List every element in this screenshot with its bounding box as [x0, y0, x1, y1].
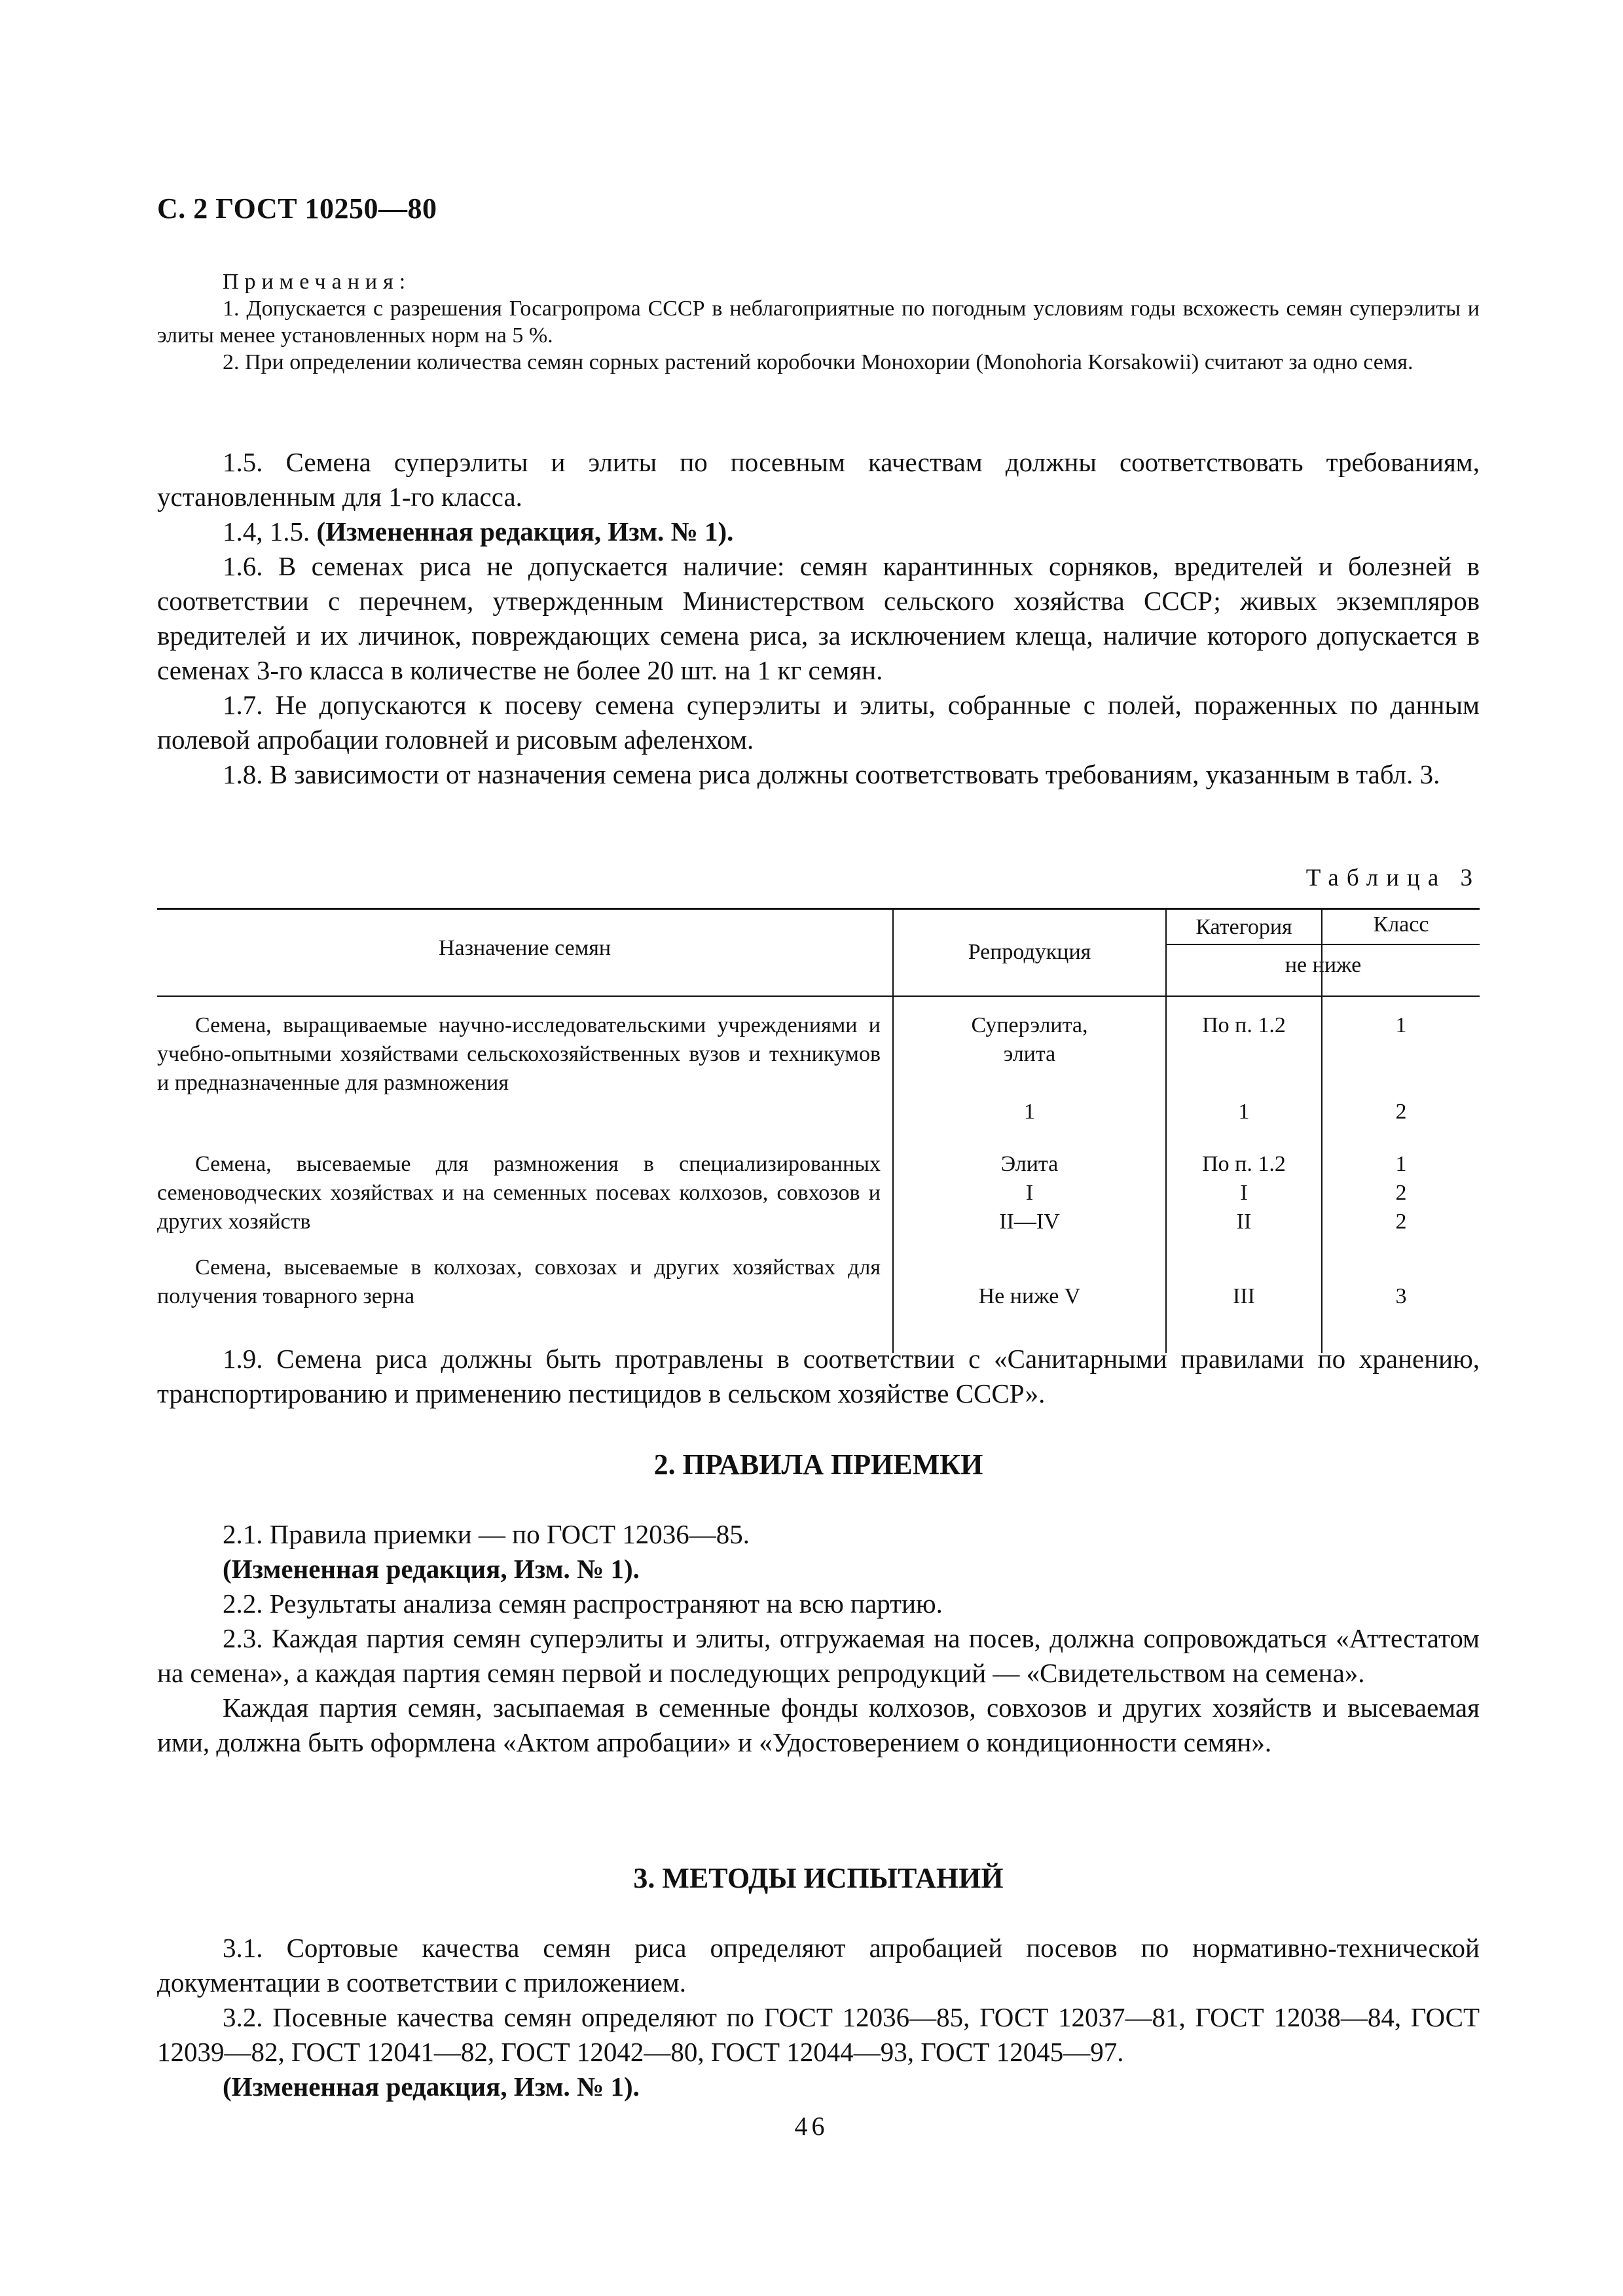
- clause-2-3-b: Каждая партия семян, засыпаемая в семенные фонды колхозов, совхозов и других хозяйств и высеваемая ими, должна быть оформлена «Актом апробации» и «Удостоверением о кондиционности семян».: [157, 1693, 1480, 1757]
- table-3: [157, 908, 1480, 1353]
- row-1-reproduction: [894, 1011, 1165, 1126]
- row-2-class-c: 2: [1395, 1210, 1407, 1234]
- row-1-class-a: 1: [1395, 1013, 1407, 1037]
- row-2-cat-c: II: [1236, 1210, 1252, 1234]
- section-2-body: [157, 1517, 1480, 1760]
- row-1-class-b: 2: [1395, 1100, 1407, 1124]
- row-1-repro-c: 1: [1024, 1100, 1035, 1124]
- notes-block: [157, 268, 1480, 376]
- clause-2-2: 2.2. Результаты анализа семян распространяют на всю партию.: [223, 1588, 943, 1619]
- row-2-repro-a: Элита: [1000, 1152, 1059, 1176]
- clause-1-8: 1.8. В зависимости от назначения семена риса должны соответствовать требованиям, указанным в табл. 3.: [223, 759, 1440, 789]
- spacer: [894, 1069, 1165, 1098]
- row-2-reproduction: [894, 1150, 1165, 1236]
- row-1-repro-b: элита: [1003, 1042, 1056, 1066]
- header-class: Класс: [1373, 912, 1429, 937]
- note-item: 2. При определении количества семян сорных растений коробочки Монохории (Monohoria Korsakowii) считают за одно семя.: [223, 350, 1413, 374]
- header-purpose: Назначение семян: [438, 936, 611, 960]
- clause-1-9-block: [157, 1342, 1480, 1411]
- header-reproduction: Репродукция: [968, 940, 1091, 964]
- row-2-class: [1322, 1150, 1480, 1236]
- row-3-cat: III: [1233, 1284, 1255, 1308]
- row-2-category: [1167, 1150, 1321, 1236]
- row-2-repro-b: I: [1025, 1181, 1034, 1205]
- row-3-category: [1167, 1282, 1321, 1311]
- row-1-class: [1322, 1011, 1480, 1126]
- clause-2-3: 2.3. Каждая партия семян суперэлиты и элиты, отгружаемая на посев, должна сопровождаться «Аттестатом на семена», а каждая партия семян первой и последующих репродукций — «Свидетельством на семена».: [157, 1623, 1480, 1688]
- section-2-title: 2. ПРАВИЛА ПРИЕМКИ: [653, 1448, 983, 1480]
- section-3-body: [157, 1931, 1480, 2104]
- clause-ref: 1.4, 1.5.: [223, 516, 317, 547]
- row-2-cat-b: I: [1240, 1181, 1248, 1205]
- row-2-class-a: 1: [1395, 1152, 1407, 1176]
- spacer: [1322, 1040, 1480, 1098]
- table-header-rule: [157, 996, 1480, 997]
- row-3-purpose: Семена, высеваемые в колхозах, совхозах и других хозяйствах для получения товарного зерна: [157, 1255, 881, 1308]
- row-1-cat-b: 1: [1238, 1100, 1250, 1124]
- row-2-purpose: Семена, высеваемые для размножения в специализированных семеноводческих хозяйствах и на семенных посевах колхозов, совхозов и других хозяйств: [157, 1152, 881, 1234]
- row-2-class-b: 2: [1395, 1181, 1407, 1205]
- clauses-block: [157, 445, 1480, 792]
- row-1-repro-a: Суперэлита,: [971, 1013, 1088, 1037]
- row-3-reproduction: [894, 1282, 1165, 1311]
- row-3-class: [1322, 1282, 1480, 1311]
- spacer: [1167, 1040, 1321, 1098]
- clause-1-9: 1.9. Семена риса должны быть протравлены в соответствии с «Санитарными правилами по хранению, транспортированию и применению пестицидов в сельском хозяйстве СССР».: [157, 1344, 1480, 1408]
- page-number: 46: [794, 2111, 829, 2141]
- table-caption: Таблица 3: [1305, 865, 1480, 891]
- notes-title: Примечания:: [223, 270, 412, 294]
- clause-1-5: 1.5. Семена суперэлиты и элиты по посевным качествам должны соответствовать требованиям, установленным для 1-го класса.: [157, 447, 1480, 512]
- header-category: Категория: [1195, 915, 1292, 939]
- note-item: 1. Допускается с разрешения Госагропрома СССР в неблагоприятные по погодным условиям годы всхожесть семян суперэлиты и элиты менее установленных норм на 5 %.: [157, 296, 1480, 348]
- row-3-class: 3: [1395, 1284, 1407, 1308]
- row-3-repro: Не ниже V: [978, 1284, 1081, 1308]
- amendment-note: (Измененная редакция, Изм. № 1).: [223, 1554, 640, 1584]
- row-1-cat-a: По п. 1.2: [1202, 1013, 1286, 1037]
- header-not-lower: не ниже: [1285, 953, 1362, 977]
- clause-1-6: 1.6. В семенах риса не допускается наличие: семян карантинных сорняков, вредителей и болезней в соответствии с перечнем, утвержденным Министерством сельского хозяйства СССР; живых экземпляров вредителей и их личинок, повреждающих семена риса, за исключением клеща, наличие которого допускается в семенах 3-го класса в количестве не более 20 шт. на 1 кг семян.: [157, 551, 1480, 685]
- row-1-purpose: Семена, выращиваемые научно-исследовательскими учреждениями и учебно-опытными хозяйствами сельскохозяйственных вузов и техникумов и предназначенные для размножения: [157, 1013, 881, 1095]
- table-subheader-rule: [1165, 944, 1480, 945]
- amendment-note: (Измененная редакция, Изм. № 1).: [223, 2072, 640, 2102]
- row-2-repro-c: II—IV: [999, 1210, 1060, 1234]
- row-1-category: [1167, 1011, 1321, 1126]
- amendment-note: (Измененная редакция, Изм. № 1).: [316, 516, 734, 547]
- clause-3-2: 3.2. Посевные качества семян определяют по ГОСТ 12036—85, ГОСТ 12037—81, ГОСТ 12038—84, ГОСТ 12039—82, ГОСТ 12041—82, ГОСТ 12042—80, ГОСТ 12044—93, ГОСТ 12045—97.: [157, 2002, 1480, 2067]
- clause-amendment: [157, 514, 1480, 549]
- table-top-rule: [157, 908, 1480, 910]
- page-header: С. 2 ГОСТ 10250—80: [157, 192, 437, 224]
- row-2-cat-a: По п. 1.2: [1202, 1152, 1286, 1176]
- clause-1-7: 1.7. Не допускаются к посеву семена суперэлиты и элиты, собранные с полей, пораженных по данным полевой апробации головней и рисовым афеленхом.: [157, 690, 1480, 755]
- clause-3-1: 3.1. Сортовые качества семян риса определяют апробацией посевов по нормативно-технической документации в соответствии с приложением.: [157, 1933, 1480, 1998]
- clause-2-1: 2.1. Правила приемки — по ГОСТ 12036—85.: [223, 1519, 750, 1549]
- section-3-title: 3. МЕТОДЫ ИСПЫТАНИЙ: [633, 1862, 1004, 1894]
